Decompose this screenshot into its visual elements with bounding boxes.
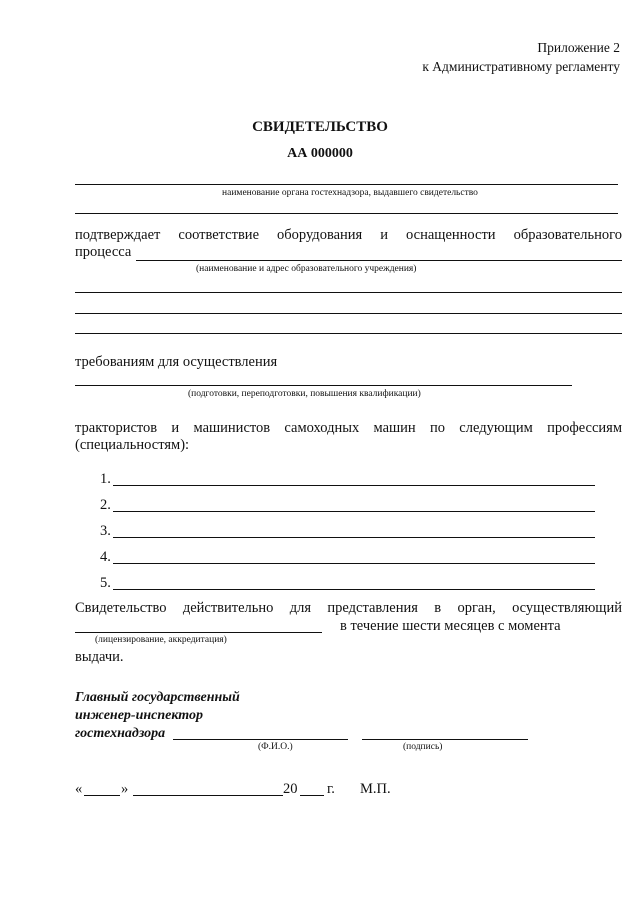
training-line <box>75 385 572 386</box>
licensing-caption: (лицензирование, аккредитация) <box>95 635 227 645</box>
signature-caption: (подпись) <box>403 742 443 752</box>
year-suffix: г. <box>327 781 335 797</box>
list-item-line <box>113 485 595 486</box>
issuance-label: выдачи. <box>75 649 124 665</box>
document-number: АА 000000 <box>287 146 353 161</box>
issuer-line-2 <box>75 213 618 214</box>
month-line <box>133 795 283 796</box>
list-item-number: 2. <box>100 497 111 513</box>
specialties-label: (специальностям): <box>75 437 190 453</box>
regulation-label: к Административному регламенту <box>422 59 620 74</box>
validity-text: Свидетельство действительно для представления в орган, осуществляющий <box>75 600 622 616</box>
year-prefix: 20 <box>283 781 298 797</box>
issuer-line <box>75 184 618 185</box>
list-item-number: 5. <box>100 575 111 591</box>
document-title: СВИДЕТЕЛЬСТВО <box>252 119 388 135</box>
appendix-label: Приложение 2 <box>537 40 620 55</box>
list-item-line <box>113 589 595 590</box>
licensing-line <box>75 632 322 633</box>
professions-text: трактористов и машинистов самоходных машин по следующим профессиям <box>75 420 622 436</box>
process-label: процесса <box>75 244 132 260</box>
validity-period: в течение шести месяцев с момента <box>340 618 561 634</box>
list-item-line <box>113 511 595 512</box>
signer-title-1: Главный государственный <box>75 690 240 705</box>
institution-line-1 <box>75 292 622 293</box>
confirms-text: подтверждает соответствие оборудования и оснащенности образовательного <box>75 227 622 243</box>
process-line <box>136 260 622 261</box>
institution-caption: (наименование и адрес образовательного учреждения) <box>196 264 417 274</box>
list-item-line <box>113 563 595 564</box>
signature-line <box>362 739 528 740</box>
stamp-label: М.П. <box>360 781 391 797</box>
signer-title-3: гостехнадзора <box>75 726 166 741</box>
date-close-quote: » <box>121 781 129 797</box>
day-line <box>84 795 120 796</box>
requirements-label: требованиям для осуществления <box>75 354 278 370</box>
fio-line <box>173 739 348 740</box>
list-item-number: 3. <box>100 523 111 539</box>
institution-line-3 <box>75 333 622 334</box>
signer-title-2: инженер-инспектор <box>75 708 203 723</box>
list-item-line <box>113 537 595 538</box>
training-caption: (подготовки, переподготовки, повышения квалификации) <box>188 389 421 399</box>
institution-line-2 <box>75 313 622 314</box>
date-open-quote: « <box>75 781 83 797</box>
fio-caption: (Ф.И.О.) <box>258 742 293 752</box>
list-item-number: 1. <box>100 471 111 487</box>
issuer-caption: наименование органа гостехнадзора, выдавшего свидетельство <box>222 188 478 198</box>
list-item-number: 4. <box>100 549 111 565</box>
year-line <box>300 795 324 796</box>
